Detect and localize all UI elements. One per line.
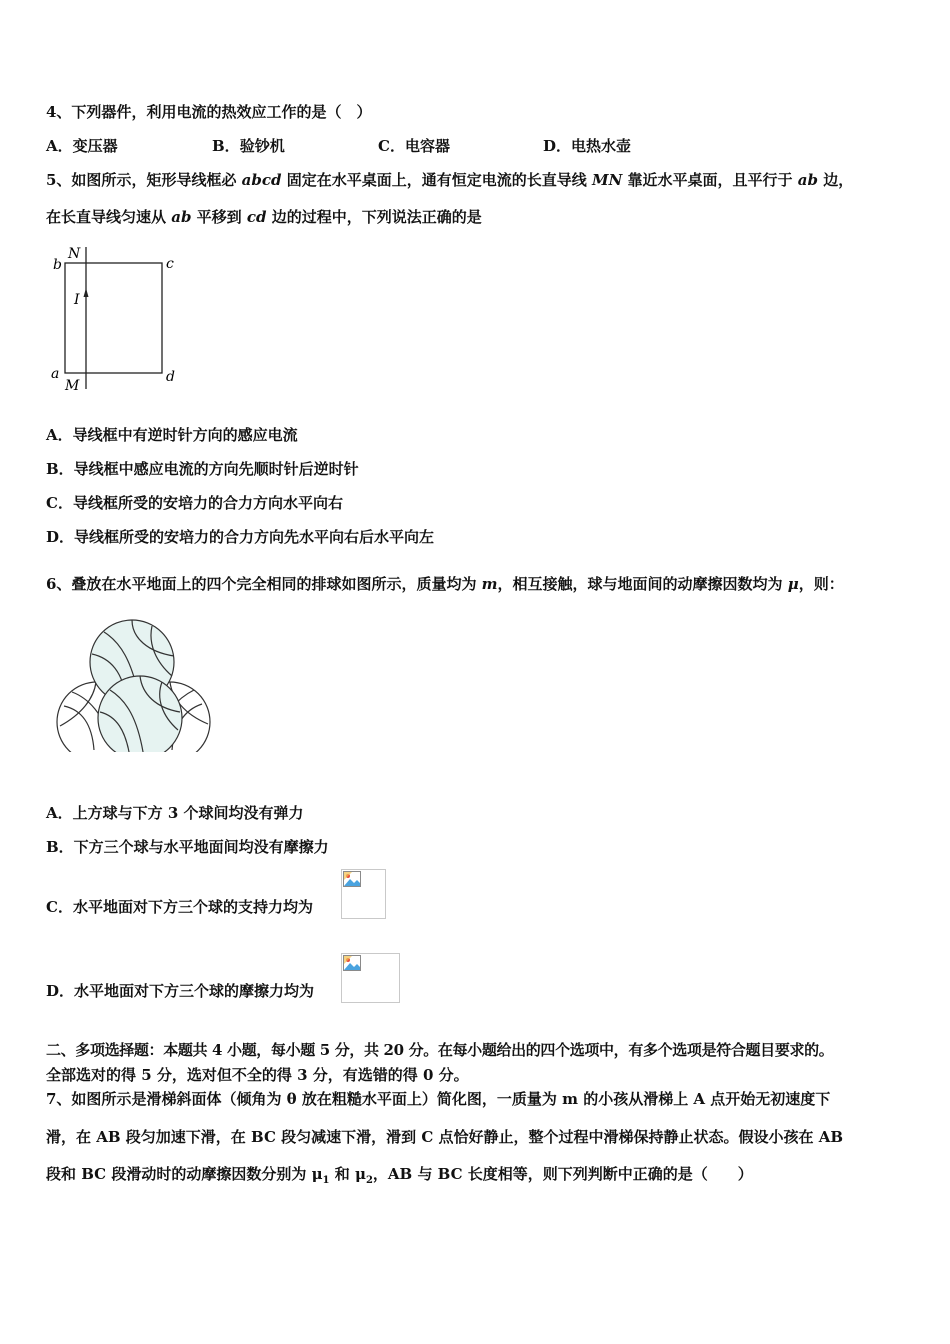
q5-option-c: C．导线框所受的安培力的合力方向水平向右	[46, 494, 343, 512]
q5-option-d: D．导线框所受的安培力的合力方向先水平向右后水平向左	[46, 528, 435, 546]
label-d: d	[166, 369, 175, 385]
section2-header-line1: 二、多项选择题：本题共 4 小题，每小题 5 分，共 20 分。在每小题给出的四个选项中，有多个选项是符合题目要求的。	[46, 1041, 834, 1059]
label-I: I	[74, 292, 80, 308]
q7-stem-line2: 滑，在 AB 段匀加速下滑，在 BC 段匀减速下滑，滑到 C 点恰好静止，整个过程中滑梯保持静止状态。假设小孩在 AB	[46, 1128, 844, 1146]
q6-option-b: B．下方三个球与水平地面间均没有摩擦力	[46, 838, 329, 856]
q6-figure-volleyballs	[52, 618, 214, 752]
q5-figure-wire-frame	[44, 242, 194, 394]
q4-option-d: D．电热水壶	[543, 137, 632, 155]
broken-image-icon	[343, 871, 361, 887]
q7-stem-line1: 7、如图所示是滑梯斜面体（倾角为 θ 放在粗糙水平面上）简化图，一质量为 m 的小孩从滑梯上 A 点开始无初速度下	[46, 1090, 831, 1108]
q6-stem: 6、叠放在水平地面上的四个完全相同的排球如图所示，质量均为 m，相互接触，球与地面间的动摩擦因数均为 μ，则：	[46, 575, 844, 593]
q5-stem-line1: 5、如图所示，矩形导线框必 abcd 固定在水平桌面上，通有恒定电流的长直导线 MN 靠近水平桌面，且平行于 ab 边，	[46, 171, 854, 189]
q5-option-a: A．导线框中有逆时针方向的感应电流	[46, 426, 298, 444]
q6-option-c-broken-formula-image	[341, 869, 386, 919]
label-N: N	[68, 246, 81, 262]
q6-option-a: A．上方球与下方 3 个球间均没有弹力	[46, 804, 304, 822]
broken-image-icon	[343, 955, 361, 971]
q6-option-d: D．水平地面对下方三个球的摩擦力均为	[46, 982, 315, 1000]
q4-stem: 4、下列器件，利用电流的热效应工作的是（ ）	[46, 103, 372, 121]
q4-option-a: A．变压器	[46, 137, 118, 155]
q4-option-c: C．电容器	[378, 137, 450, 155]
label-c: c	[166, 256, 174, 272]
q7-stem-line3: 段和 BC 段滑动时的动摩擦因数分别为 $\mu_1$ 和 $\mu_2$，AB 与 BC 长度相等，则下列判断中正确的是（ ）	[46, 1165, 753, 1186]
q5-option-b: B．导线框中感应电流的方向先顺时针后逆时针	[46, 460, 359, 478]
q4-option-b: B．验钞机	[212, 137, 285, 155]
q5-stem-line2: 在长直导线匀速从 ab 平移到 cd 边的过程中，下列说法正确的是	[46, 208, 482, 226]
label-a: a	[51, 366, 60, 382]
label-b: b	[53, 257, 62, 273]
section2-header-line2: 全部选对的得 5 分，选对但不全的得 3 分，有选错的得 0 分。	[46, 1066, 469, 1084]
label-M: M	[65, 378, 80, 394]
q6-option-d-broken-formula-image	[341, 953, 400, 1003]
q6-option-c: C．水平地面对下方三个球的支持力均为	[46, 898, 313, 916]
